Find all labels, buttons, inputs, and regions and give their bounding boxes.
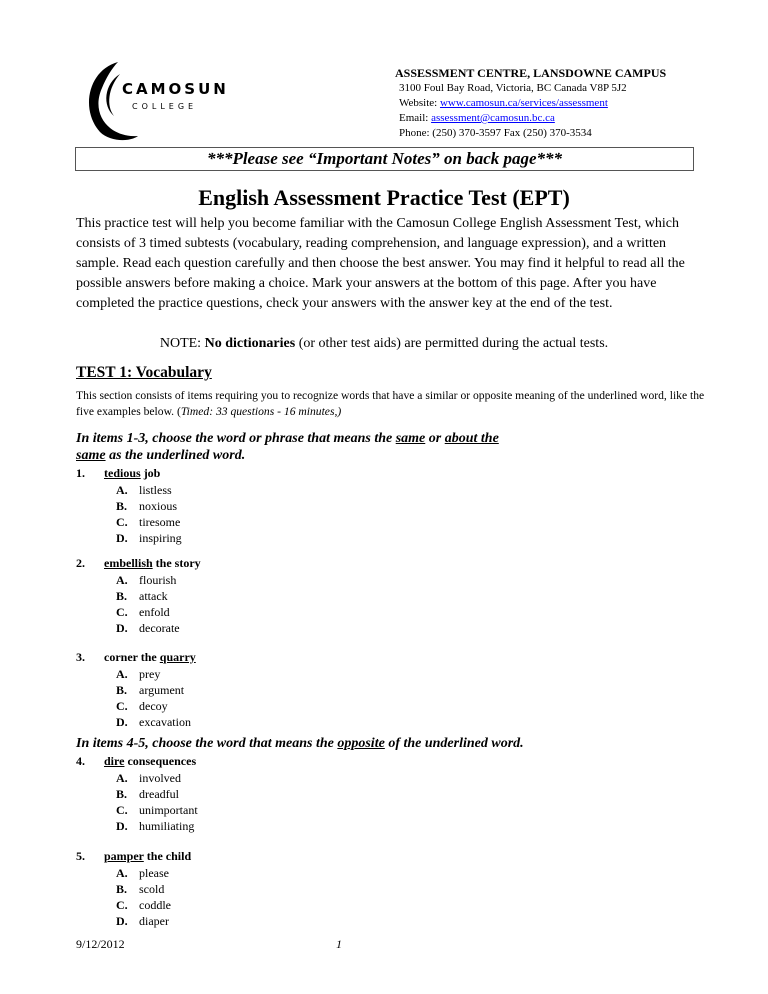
question-number: 1. — [76, 466, 85, 480]
option-letter: B. — [116, 589, 128, 603]
option-letter: C. — [116, 605, 128, 619]
answer-option[interactable] — [116, 483, 172, 497]
section-description — [76, 388, 706, 420]
note-prefix: NOTE: — [159, 336, 205, 351]
question-term — [104, 754, 196, 768]
option-text: noxious — [139, 499, 178, 513]
option-letter: B. — [116, 787, 128, 801]
intro-paragraph: This practice test will help you become familiar with the Camosun College English Assessment Test, which consists of 3 timed subtests (vocabulary, reading comprehension, and language expression), and a written sample. Read each question carefully and then choose the best answer. You may find it helpful to read all the possible answers before making a choice. Mark your answers at the bottom of this page. After you have completed the practice questions, check your answers with the answer key at the end of the test. — [76, 216, 685, 311]
answer-option[interactable] — [116, 882, 164, 896]
answer-option[interactable] — [116, 573, 176, 587]
term-underlined: dire — [104, 754, 125, 768]
option-text: coddle — [139, 898, 171, 912]
option-text: dreadful — [139, 787, 179, 801]
option-text: inspiring — [139, 531, 182, 545]
answer-option[interactable] — [116, 898, 171, 912]
instr-underline: same — [395, 431, 426, 446]
answer-option[interactable] — [116, 589, 168, 603]
option-letter: D. — [116, 621, 128, 635]
footer-date: 9/12/2012 — [76, 937, 125, 951]
answer-option[interactable] — [116, 715, 191, 729]
option-letter: B. — [116, 499, 128, 513]
option-letter: C. — [116, 515, 128, 529]
option-letter: C. — [116, 699, 128, 713]
option-text: decoy — [139, 699, 168, 713]
option-text: listless — [139, 483, 172, 497]
instr-text: In items 1-3, choose the word or phrase that means the — [76, 431, 396, 446]
answer-option[interactable] — [116, 621, 180, 635]
option-letter: D. — [116, 715, 128, 729]
instr-underline: about the same — [76, 431, 499, 463]
term-pre: corner the — [104, 650, 160, 664]
answer-option[interactable] — [116, 866, 169, 880]
option-text: prey — [139, 667, 161, 681]
answer-option[interactable] — [116, 771, 181, 785]
contact-header — [395, 66, 667, 141]
email-label: Email: — [399, 112, 432, 124]
option-letter: A. — [116, 573, 128, 587]
option-text: humiliating — [139, 819, 195, 833]
important-notice-box: ***Please see “Important Notes” on back page*** — [75, 147, 694, 171]
document-title: English Assessment Practice Test (EPT) — [198, 185, 570, 210]
term-underlined: embellish — [104, 556, 153, 570]
question-term — [104, 466, 160, 480]
phone-fax: Phone: (250) 370-3597 Fax (250) 370-3534 — [399, 127, 592, 139]
answer-option[interactable] — [116, 683, 184, 697]
instr-text: of the underlined word. — [384, 736, 524, 751]
desc-text: This section consists of items requiring you to recognize words that have a similar or opposite meaning of the underlined word, like the five examples below. ( — [76, 389, 705, 418]
option-letter: D. — [116, 819, 128, 833]
instructions-1-3 — [76, 430, 516, 464]
option-letter: A. — [116, 667, 128, 681]
answer-option[interactable] — [116, 605, 170, 619]
answer-option[interactable] — [116, 667, 160, 681]
crescent-logo-icon — [80, 60, 140, 142]
option-text: excavation — [139, 715, 191, 729]
page-number: 1 — [336, 937, 342, 951]
logo-text: CAMOSUN — [122, 80, 229, 98]
answer-option[interactable] — [116, 819, 194, 833]
camosun-logo — [80, 60, 229, 140]
question-term — [104, 650, 196, 664]
term-underlined: pamper — [104, 849, 144, 863]
note-line — [0, 336, 768, 352]
term-post: job — [140, 466, 161, 480]
question-number: 4. — [76, 754, 85, 768]
option-letter: D. — [116, 914, 128, 928]
term-post: consequences — [124, 754, 197, 768]
option-letter: D. — [116, 531, 128, 545]
option-text: tiresome — [139, 515, 181, 529]
answer-option[interactable] — [116, 803, 198, 817]
question-term — [104, 849, 191, 863]
option-text: unimportant — [139, 803, 198, 817]
section-heading: TEST 1: Vocabulary — [76, 364, 212, 381]
logo-subtext: COLLEGE — [132, 102, 198, 111]
option-letter: B. — [116, 882, 128, 896]
option-letter: A. — [116, 771, 128, 785]
option-letter: A. — [116, 483, 128, 497]
term-post: the story — [152, 556, 201, 570]
answer-option[interactable] — [116, 531, 182, 545]
option-text: enfold — [139, 605, 170, 619]
answer-option[interactable] — [116, 787, 179, 801]
term-post: the child — [143, 849, 192, 863]
question-number: 2. — [76, 556, 85, 570]
instructions-4-5 — [76, 735, 524, 752]
website-link[interactable]: www.camosun.ca/services/assessment — [439, 97, 608, 109]
address: 3100 Foul Bay Road, Victoria, BC Canada V8P 5J2 — [399, 82, 627, 94]
question-number: 3. — [76, 650, 85, 664]
answer-option[interactable] — [116, 515, 180, 529]
option-letter: C. — [116, 898, 128, 912]
note-suffix: (or other test aids) are permitted during the actual tests. — [295, 336, 609, 351]
note-bold: No dictionaries — [204, 336, 296, 351]
option-text: decorate — [139, 621, 180, 635]
option-text: argument — [139, 683, 185, 697]
instr-text: In items 4-5, choose the word that means the — [76, 736, 338, 751]
instr-underline: opposite — [337, 736, 385, 751]
question-term — [104, 556, 201, 570]
term-underlined: tedious — [104, 466, 141, 480]
instr-text: as the underlined word. — [105, 448, 246, 463]
answer-option[interactable] — [116, 499, 177, 513]
instr-text: or — [425, 431, 445, 446]
centre-title: ASSESSMENT CENTRE, LANSDOWNE CAMPUS — [395, 66, 667, 80]
answer-option[interactable] — [116, 914, 169, 928]
term-underlined: quarry — [159, 650, 196, 664]
email-link[interactable]: assessment@camosun.bc.ca — [431, 112, 555, 124]
option-text: attack — [139, 589, 168, 603]
answer-option[interactable] — [116, 699, 168, 713]
option-text: scold — [139, 882, 165, 896]
option-letter: B. — [116, 683, 128, 697]
option-text: flourish — [139, 573, 177, 587]
option-text: please — [139, 866, 169, 880]
option-letter: A. — [116, 866, 128, 880]
question-number: 5. — [76, 849, 85, 863]
desc-timing: Timed: 33 questions - 16 minutes,) — [180, 405, 342, 418]
option-letter: C. — [116, 803, 128, 817]
website-label: Website: — [399, 97, 440, 109]
option-text: diaper — [139, 914, 169, 928]
option-text: involved — [139, 771, 181, 785]
